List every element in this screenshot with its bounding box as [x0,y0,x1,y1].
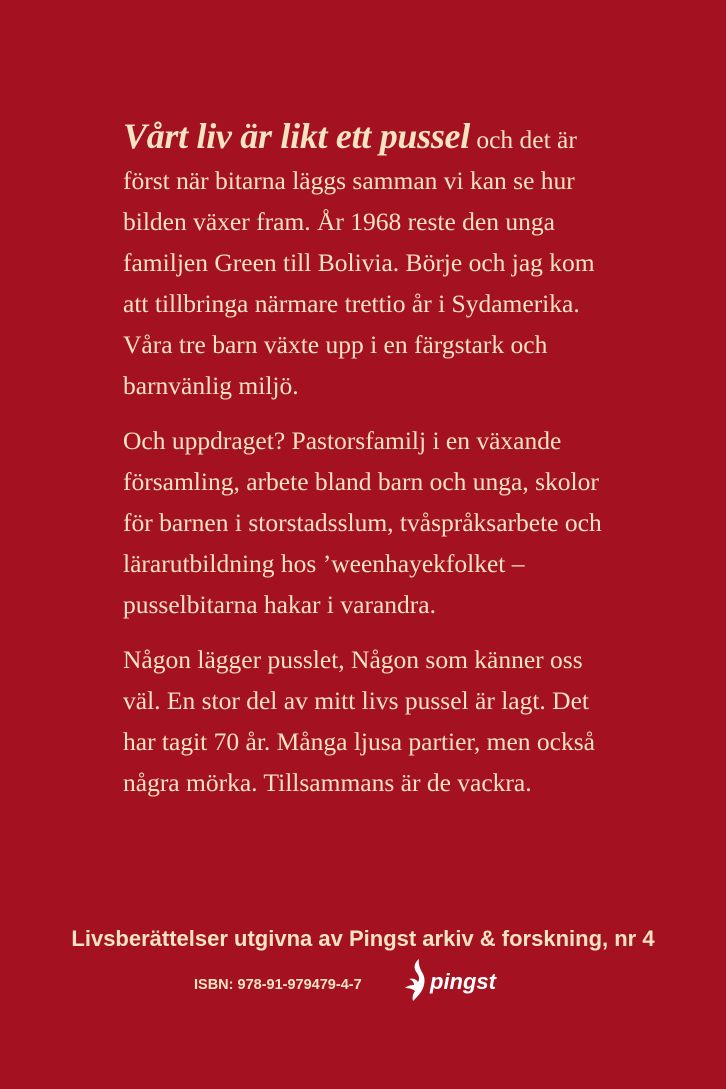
blurb-paragraph-1-text: och det är först när bitarna läggs samman vi kan se hur bilden växer fram. År 1968 reste den unga familjen Green till Bolivia. Börje och jag kom att tillbringa närmare trettio år i Sydamerika. Våra tre barn växte upp i en färgstark och barnvänlig miljö. [123,125,595,400]
blurb-paragraph-3: Någon lägger pusslet, Någon som känner oss väl. En stor del av mitt livs pussel är lagt. Det har tagit 70 år. Många ljusa partier, men också några mörka. Tillsammans är de vackra. [123,645,595,797]
isbn-number: ISBN: 978-91-979479-4-7 [194,977,362,993]
blurb-lead-phrase: Vårt liv är likt ett pussel [123,116,470,156]
flame-dove-icon [404,958,428,1002]
blurb-paragraph-1 [123,116,613,406]
pingst-logo [404,958,496,1002]
blurb-paragraph-2: Och uppdraget? Pastorsfamilj i en växande församling, arbete bland barn och unga, skolor för barnen i storstadsslum, tvåspråksarbete och lärarutbildning hos ’weenhayekfolket – pusselbitarna hakar i varandra. [123,426,602,619]
pingst-wordmark: pingst [430,969,496,994]
series-title: Livsberättelser utgivna av Pingst arkiv & forskning, nr 4 [71,926,655,951]
blurb-text [123,116,613,817]
